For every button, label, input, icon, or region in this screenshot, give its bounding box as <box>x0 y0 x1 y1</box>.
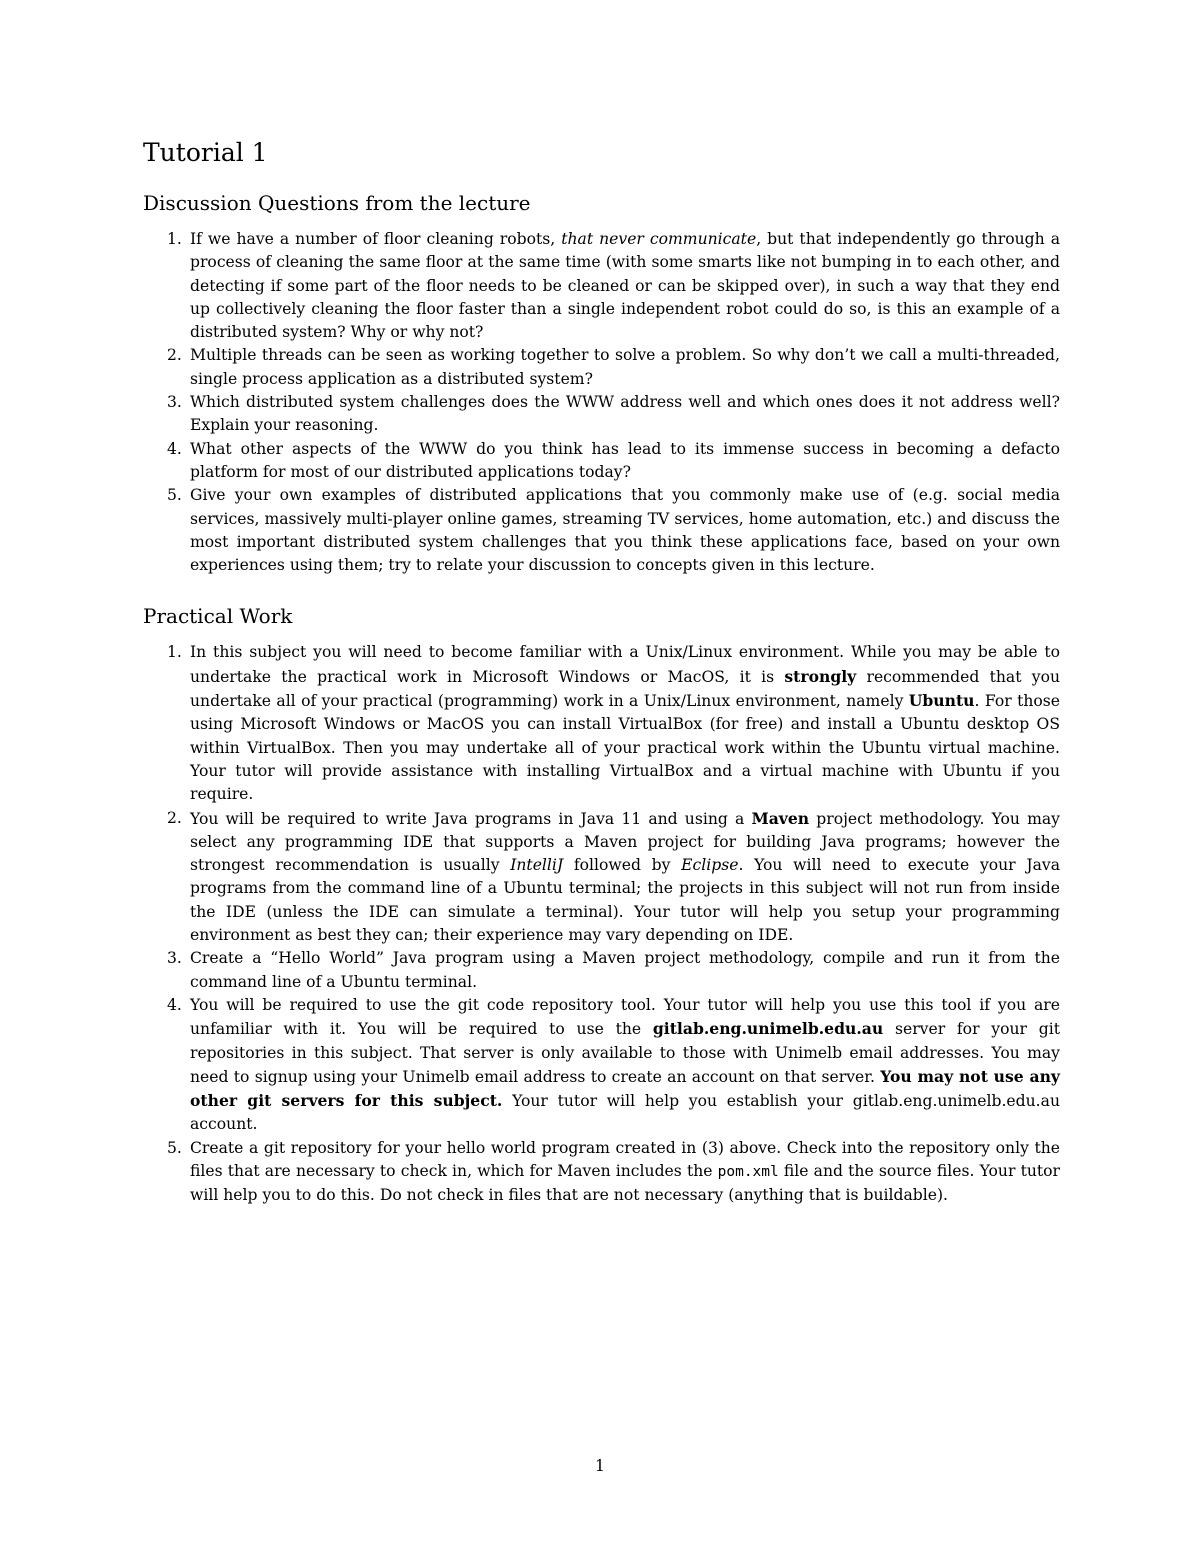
list-item <box>143 484 1060 577</box>
list-item-text: IntelliJ <box>510 856 564 875</box>
list-item <box>143 228 1060 344</box>
list-item-number: 3. <box>167 949 182 968</box>
list-item-text: project methodology. You may select any programming IDE that supports a Maven project for building Java programs; however the strongest recommendation is usually <box>190 809 1060 875</box>
list-item <box>143 344 1060 391</box>
list-item-number: 5. <box>167 1138 182 1157</box>
list-item <box>143 807 1060 948</box>
list-item <box>143 391 1060 438</box>
list-item-number: 3. <box>167 393 182 412</box>
list-item-text: Eclipse <box>681 856 739 875</box>
list-item-number: 4. <box>167 995 182 1014</box>
list-item-text: Which distributed system challenges does the WWW address well and which ones does it not address well? Explain your reasoning. <box>190 393 1060 435</box>
list-item-text: Create a “Hello World” Java program using a Maven project methodology, compile and run it from the command line of a Ubuntu terminal. <box>190 949 1060 991</box>
list-item-text: file and the source files. Your tutor will help you to do this. Do not check in files that are not necessary (anything that is buildable). <box>190 1161 1060 1205</box>
list-item <box>143 641 1060 806</box>
list-item-number: 4. <box>167 439 182 458</box>
list-item-text: In this subject you will need to become familiar with a Unix/Linux environment. While you may be able to undertake the practical work in Microsoft Windows or MacOS, it is <box>190 643 1060 686</box>
list-item-number: 1. <box>167 643 182 662</box>
list-item-number: 2. <box>167 808 182 827</box>
list-item-text: Give your own examples of distributed applications that you commonly make use of (e.g. social media services, massively multi-player online games, streaming TV services, home automation, etc.) and discuss the most important distributed system challenges that you think these applications face, based on your own experiences using them; try to relate your discussion to concepts given in this lecture. <box>190 486 1060 575</box>
list-item-number: 5. <box>167 486 182 505</box>
page-title: Tutorial 1 <box>143 138 268 167</box>
list-item <box>143 1137 1060 1208</box>
list-item-number: 2. <box>167 346 182 365</box>
list-item <box>143 438 1060 485</box>
list-item-text: . For those using Microsoft Windows or MacOS you can install VirtualBox (for free) and install a Ubuntu desktop OS within VirtualBox. Then you may undertake all of your practical work within the Ubuntu virtual machine. Your tutor will provide assistance with installing VirtualBox and a virtual machine with Ubuntu if you require. <box>190 692 1060 804</box>
list-item-text: that never communicate <box>561 230 757 248</box>
document-page <box>143 138 1060 1208</box>
list-item-text: Create a git repository for your hello world program created in (3) above. Check into the repository only the files that are necessary to check in, which for Maven includes the <box>190 1138 1060 1180</box>
practical-list <box>143 641 1060 1207</box>
list-item-text: Your tutor will help you establish your gitlab.eng.unimelb.edu.au account. <box>190 1092 1060 1134</box>
list-item <box>143 947 1060 994</box>
list-item-text: , but that independently go through a process of cleaning the same floor at the same time (with some smarts like not bumping in to each other, and detecting if some part of the floor needs to be cleaned or can be skipped over), in such a way that they end up collectively cleaning the floor faster than a single independent robot could do so, is this an example of a distributed system? Why or why not? <box>190 230 1061 342</box>
discussion-list <box>143 228 1060 577</box>
list-item-text: Multiple threads can be seen as working together to solve a problem. So why don’t we call a multi-threaded, single process application as a distributed system? <box>190 346 1060 388</box>
list-item-text: You will be required to use the git code repository tool. Your tutor will help you use this tool if you are unfamiliar with it. You will be required to use the <box>190 995 1060 1039</box>
list-item-number: 1. <box>167 230 182 248</box>
list-item-text: pom.xml <box>717 1163 779 1180</box>
page-number: 1 <box>595 1457 605 1475</box>
list-item <box>143 994 1060 1137</box>
list-item-text: followed by <box>563 856 682 875</box>
list-item-text: You may not use any other git servers for this subject. <box>190 1066 1060 1111</box>
list-item-text: . You will need to execute your Java programs from the command line of a Ubuntu terminal; the projects in this subject will not run from inside the IDE (unless the IDE can simulate a terminal). Your tutor will help you setup your programming environment as best they can; their experience may vary depending on IDE. <box>190 856 1060 945</box>
list-item-text: Maven <box>751 808 810 828</box>
list-item-text: strongly <box>784 666 857 686</box>
list-item-text: You will be required to write Java programs in Java 11 and using a <box>190 809 752 828</box>
list-item-text: recommended that you undertake all of your practical (programming) work in a Unix/Linux environment, namely <box>190 667 1061 711</box>
list-item-text: gitlab.eng.unimelb.edu.au <box>652 1019 884 1039</box>
discussion-heading: Discussion Questions from the lecture <box>143 191 531 215</box>
practical-heading: Practical Work <box>143 604 293 629</box>
list-item-text: server for your git repositories in this subject. That server is only available to those with Unimelb email addresses. You may need to signup using your Unimelb email address to create an account on that server. <box>190 1020 1060 1086</box>
list-item-text: If we have a number of floor cleaning robots, <box>190 230 562 248</box>
list-item-text: Ubuntu <box>908 691 975 711</box>
list-item-text: What other aspects of the WWW do you think has lead to its immense success in becoming a defacto platform for most of our distributed applications today? <box>190 439 1060 481</box>
